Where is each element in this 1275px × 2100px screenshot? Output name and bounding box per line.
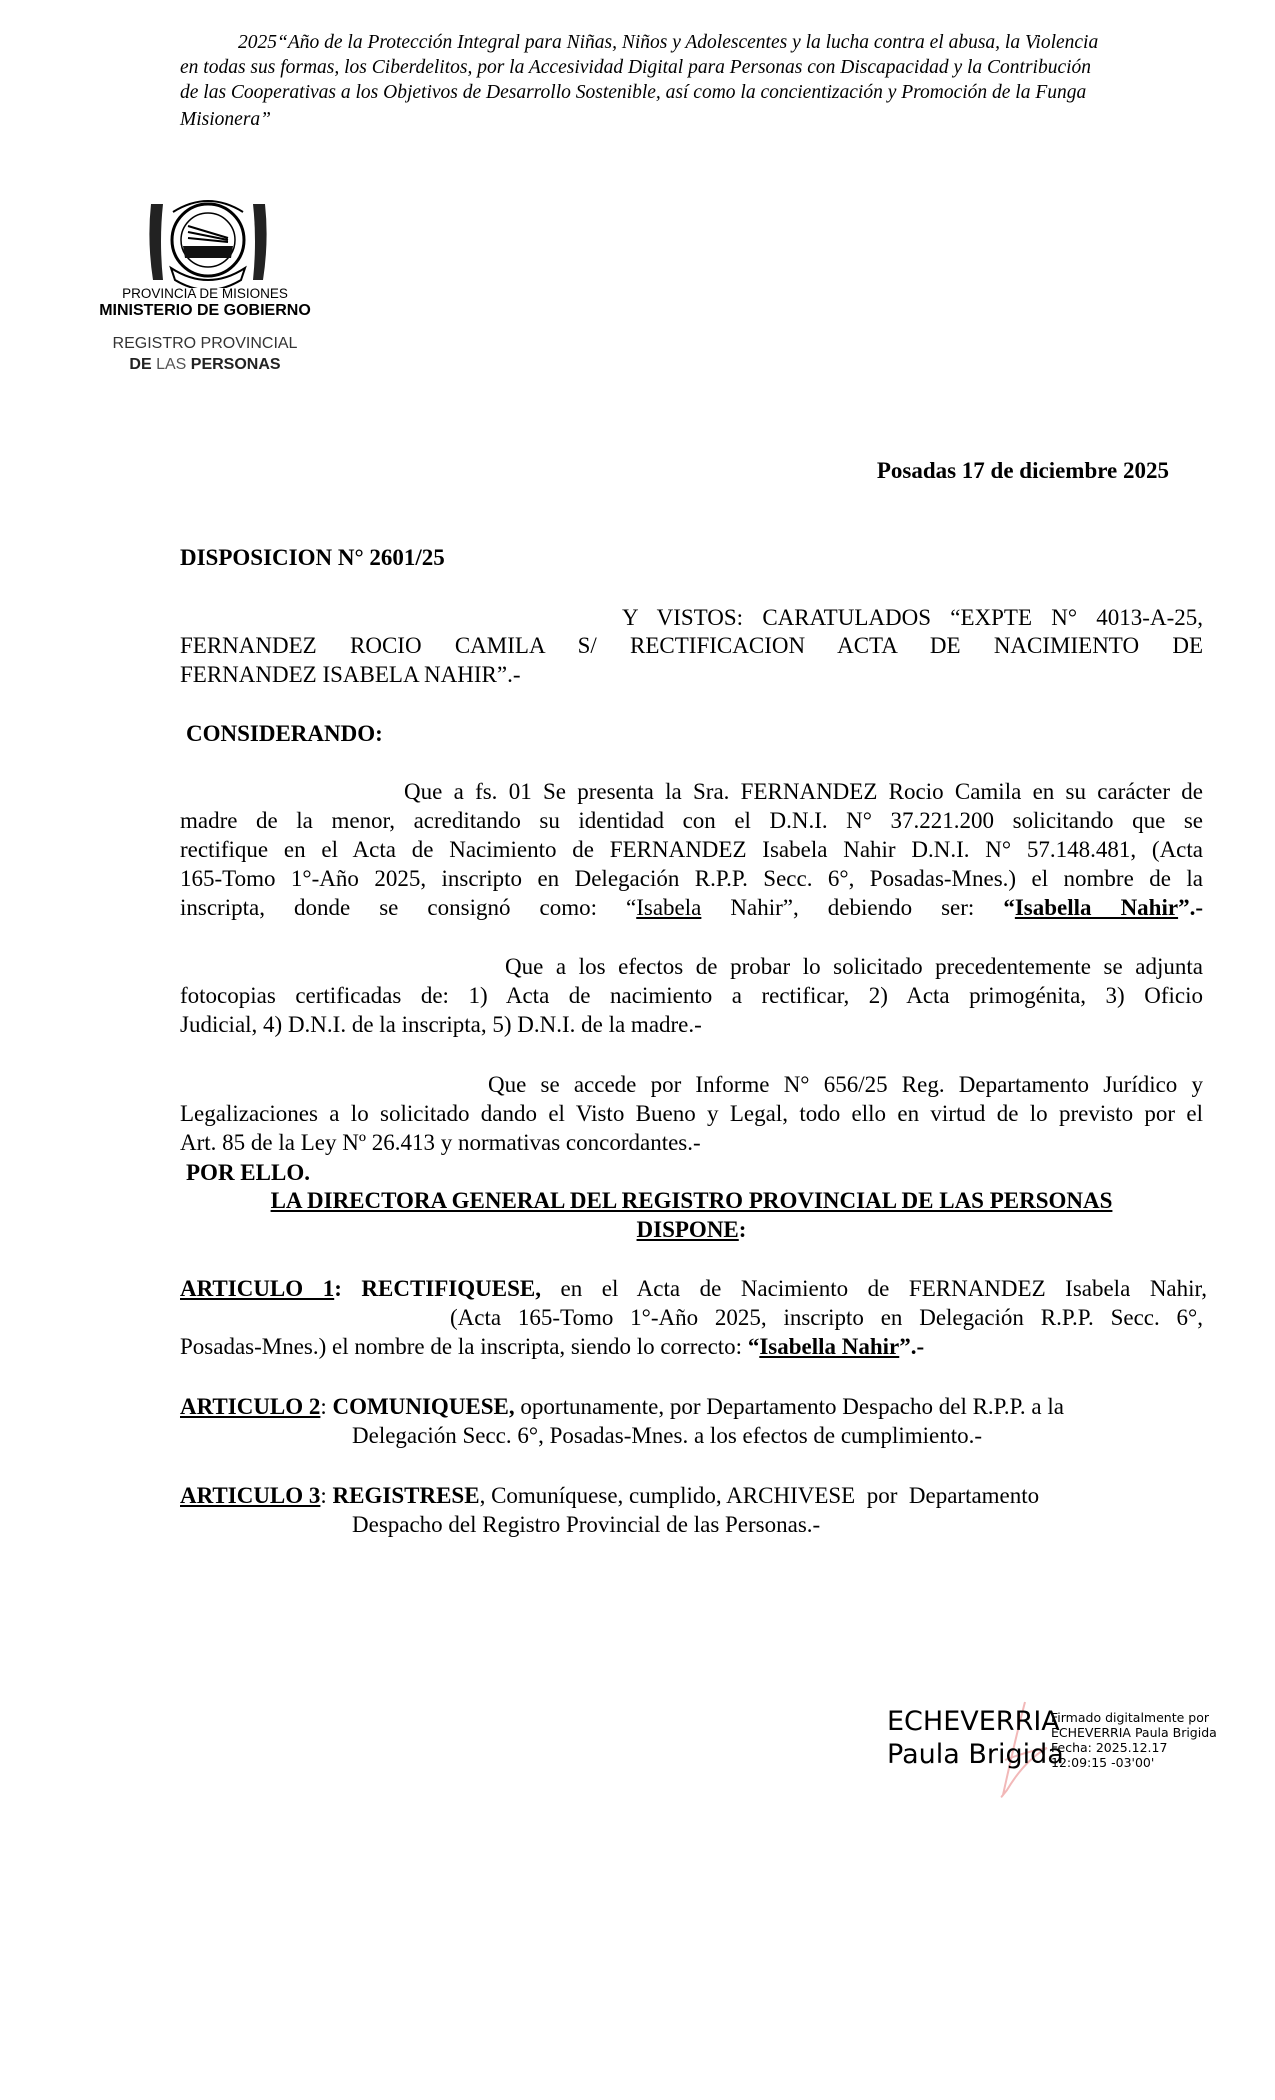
text-segment: ”.- [899, 1334, 925, 1359]
article-2-line [180, 1392, 1064, 1421]
article-3-line: Despacho del Registro Provincial de las Personas.- [352, 1512, 821, 1537]
directora-heading: LA DIRECTORA GENERAL DEL REGISTRO PROVINCIAL DE LAS PERSONAS [270, 1188, 1113, 1213]
text-segment: Isabella Nahir [1014, 895, 1179, 920]
motto-line: Misionera” [180, 109, 272, 130]
signature-info-line: 12:09:15 -03'00' [1051, 1755, 1155, 1770]
article-verb: COMUNIQUESE, [332, 1394, 515, 1419]
registry-personas: PERSONAS [186, 356, 281, 373]
signer-given-names: Paula Brigida [887, 1739, 1064, 1770]
signer-surname: ECHEVERRIA [887, 1706, 1060, 1737]
paragraph-line: madre de la menor, acreditando su identidad con el D.N.I. N° 37.221.200 solicitando que se [180, 808, 1203, 833]
article-2-line: Delegación Secc. 6°, Posadas-Mnes. a los efectos de cumplimiento.- [352, 1423, 983, 1448]
paragraph-line: Judicial, 4) D.N.I. de la inscripta, 5) D.N.I. de la madre.- [180, 1012, 702, 1037]
por-ello-heading: POR ELLO. [186, 1160, 310, 1185]
article-verb: REGISTRESE [332, 1483, 480, 1508]
header-motto [180, 30, 1175, 132]
article-verb: : RECTIFIQUESE, [334, 1276, 541, 1301]
dispone-colon: : [738, 1217, 747, 1242]
signature-info-line: Fecha: 2025.12.17 [1051, 1740, 1168, 1755]
article-1-line [180, 1332, 924, 1361]
signer-name [887, 1705, 1064, 1771]
text-segment: ”.- [1178, 895, 1203, 920]
article-3-line [180, 1481, 1039, 1510]
paragraph-line: Que a los efectos de probar lo solicitado precedentemente se adjunta [505, 954, 1203, 979]
text-segment: , Comuníquese, cumplido, ARCHIVESE por Departamento [479, 1483, 1040, 1508]
text-segment: Isabella Nahir [759, 1334, 900, 1359]
article-label: ARTICULO 3 [180, 1483, 321, 1508]
article-label: ARTICULO 1 [180, 1276, 335, 1301]
text-segment: “ [747, 1334, 760, 1359]
text-segment: Posadas-Mnes.) el nombre de la inscripta, siendo lo correcto: [180, 1334, 748, 1359]
paragraph-line: Art. 85 de la Ley Nº 26.413 y normativas concordantes.- [180, 1130, 701, 1155]
province-name: PROVINCIA DE MISIONES [122, 286, 288, 301]
paragraph-line: rectifique en el Acta de Nacimiento de FERNANDEZ Isabela Nahir D.N.I. N° 57.148.481, (Acta [180, 837, 1203, 862]
article-1-line [180, 1274, 1207, 1303]
dispone-word: DISPONE [636, 1217, 739, 1242]
ministry-name: MINISTERIO DE GOBIERNO [99, 302, 311, 319]
registry-las: LAS [156, 356, 187, 373]
registry-name-line1: REGISTRO PROVINCIAL [112, 335, 298, 352]
motto-line: en todas sus formas, los Ciberdelitos, por la Accesividad Digital para Personas con Discapacidad y la Contribución [180, 57, 1092, 78]
document-date: Posadas 17 de diciembre 2025 [876, 458, 1169, 483]
text-segment: inscripta, donde se consignó como: “ [180, 895, 637, 920]
signature-info [1051, 1710, 1217, 1770]
text-segment: : [320, 1394, 333, 1419]
province-seal-logo [143, 196, 273, 288]
paragraph-line: 165-Tomo 1°-Año 2025, inscripto en Delegación R.P.P. Secc. 6°, Posadas-Mnes.) el nombre de la [180, 866, 1203, 891]
article-label: ARTICULO 2 [180, 1394, 321, 1419]
text-segment: “ [1003, 895, 1015, 920]
registry-de: DE [129, 356, 157, 373]
signature-info-line: Firmado digitalmente por [1051, 1710, 1209, 1725]
vistos-line: FERNANDEZ ISABELA NAHIR”.- [180, 662, 521, 687]
text-segment: oportunamente, por Departamento Despacho del R.P.P. a la [514, 1394, 1064, 1419]
text-segment: : [320, 1483, 333, 1508]
paragraph-line: Que a fs. 01 Se presenta la Sra. FERNANDEZ Rocio Camila en su carácter de [404, 779, 1203, 804]
article-1-line: (Acta 165-Tomo 1°-Año 2025, inscripto en Delegación R.P.P. Secc. 6°, [450, 1305, 1203, 1330]
signature-info-line: ECHEVERRIA Paula Brigida [1051, 1725, 1217, 1740]
paragraph-line [180, 893, 1203, 922]
considerando-heading: CONSIDERANDO: [186, 721, 383, 746]
text-segment: Isabela [636, 895, 702, 920]
paragraph-line: Que se accede por Informe N° 656/25 Reg. Departamento Jurídico y [488, 1072, 1203, 1097]
dispone-heading [180, 1215, 1203, 1244]
paragraph-line: fotocopias certificadas de: 1) Acta de nacimiento a rectificar, 2) Acta primogénita, 3) Oficio [180, 983, 1203, 1008]
disposition-number: DISPOSICION N° 2601/25 [180, 545, 445, 570]
text-segment: Nahir”, debiendo ser: [701, 895, 1004, 920]
text-segment: en el Acta de Nacimiento de FERNANDEZ Isabela Nahir, [540, 1276, 1207, 1301]
motto-line: de las Cooperativas a los Objetivos de Desarrollo Sostenible, así como la concientización y Promoción de la Funga [180, 82, 1087, 103]
paragraph-line: Legalizaciones a lo solicitado dando el Visto Bueno y Legal, todo ello en virtud de lo previsto por el [180, 1101, 1203, 1126]
vistos-line: FERNANDEZ ROCIO CAMILA S/ RECTIFICACION ACTA DE NACIMIENTO DE [180, 633, 1203, 658]
motto-line: 2025“Año de la Protección Integral para Niñas, Niños y Adolescentes y la lucha contra el abusa, la Violencia [238, 32, 1099, 53]
registry-name-line2 [70, 355, 340, 375]
vistos-line: Y VISTOS: CARATULADOS “EXPTE N° 4013-A-25, [622, 605, 1203, 630]
